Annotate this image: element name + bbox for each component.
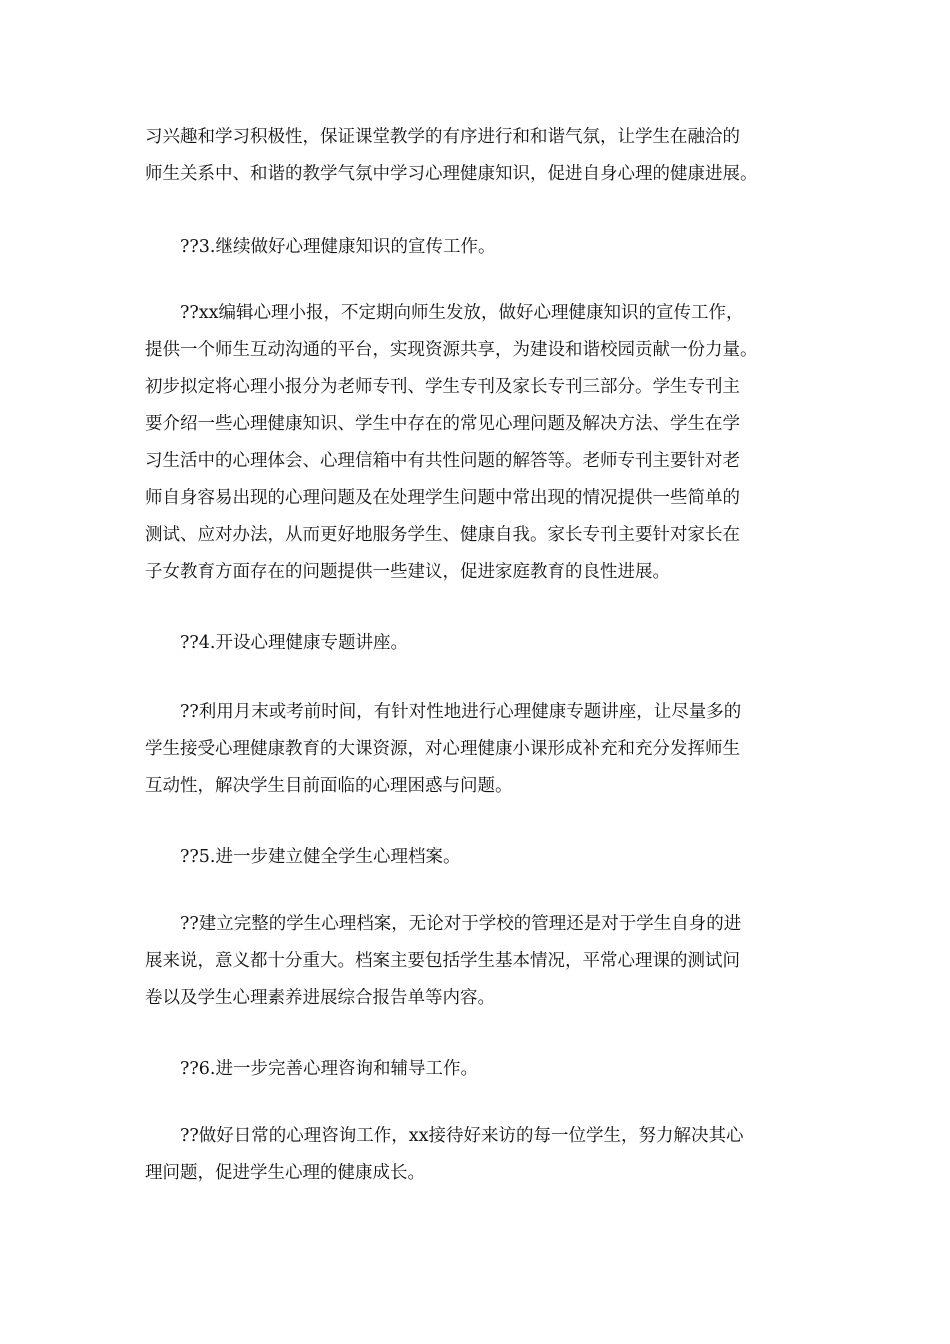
section-heading-5: ??5.进一步建立健全学生心理档案。 — [180, 847, 461, 867]
text-line: 师生关系中、和谐的教学气氛中学习心理健康知识，促进自身心理的健康进展。 — [145, 164, 758, 184]
text-line: ??建立完整的学生心理档案，无论对于学校的管理还是对于学生自身的进 — [180, 914, 742, 934]
section-heading-6: ??6.进一步完善心理咨询和辅导工作。 — [180, 1059, 478, 1079]
text-line: 子女教育方面存在的问题提供一些建议，促进家庭教育的良性进展。 — [145, 562, 670, 582]
text-line: 师自身容易出现的心理问题及在处理学生问题中常出现的情况提供一些简单的 — [145, 488, 740, 508]
text-line: 初步拟定将心理小报分为老师专刊、学生专刊及家长专刊三部分。学生专刊主 — [145, 377, 740, 397]
section-heading-3: ??3.继续做好心理健康知识的宣传工作。 — [180, 237, 496, 257]
text-line: 展来说，意义都十分重大。档案主要包括学生基本情况，平常心理课的测试问 — [145, 951, 740, 971]
text-line: 学生接受心理健康教育的大课资源，对心理健康小课形成补充和充分发挥师生 — [145, 739, 740, 759]
text-line: ??做好日常的心理咨询工作，xx接待好来访的每一位学生，努力解决其心 — [180, 1126, 744, 1146]
text-line: 测试、应对办法，从而更好地服务学生、健康自我。家长专刊主要针对家长在 — [145, 525, 740, 545]
text-line: 卷以及学生心理素养进展综合报告单等内容。 — [145, 988, 495, 1008]
text-line: ??xx编辑心理小报，不定期向师生发放，做好心理健康知识的宣传工作， — [180, 303, 744, 323]
section-heading-4: ??4.开设心理健康专题讲座。 — [180, 633, 408, 653]
text-line: 要介绍一些心理健康知识、学生中存在的常见心理问题及解决方法、学生在学 — [145, 414, 740, 434]
text-line: 习生活中的心理体会、心理信箱中有共性问题的解答等。老师专刊主要针对老 — [145, 451, 740, 471]
text-line: ??利用月末或考前时间，有针对性地进行心理健康专题讲座，让尽量多的 — [180, 702, 742, 722]
text-line: 理问题，促进学生心理的健康成长。 — [145, 1163, 425, 1183]
text-line: 习兴趣和学习积极性，保证课堂教学的有序进行和和谐气氛，让学生在融洽的 — [145, 127, 740, 147]
text-line: 互动性，解决学生目前面临的心理困惑与问题。 — [145, 776, 513, 796]
text-line: 提供一个师生互动沟通的平台，实现资源共享，为建设和谐校园贡献一份力量。 — [145, 340, 758, 360]
